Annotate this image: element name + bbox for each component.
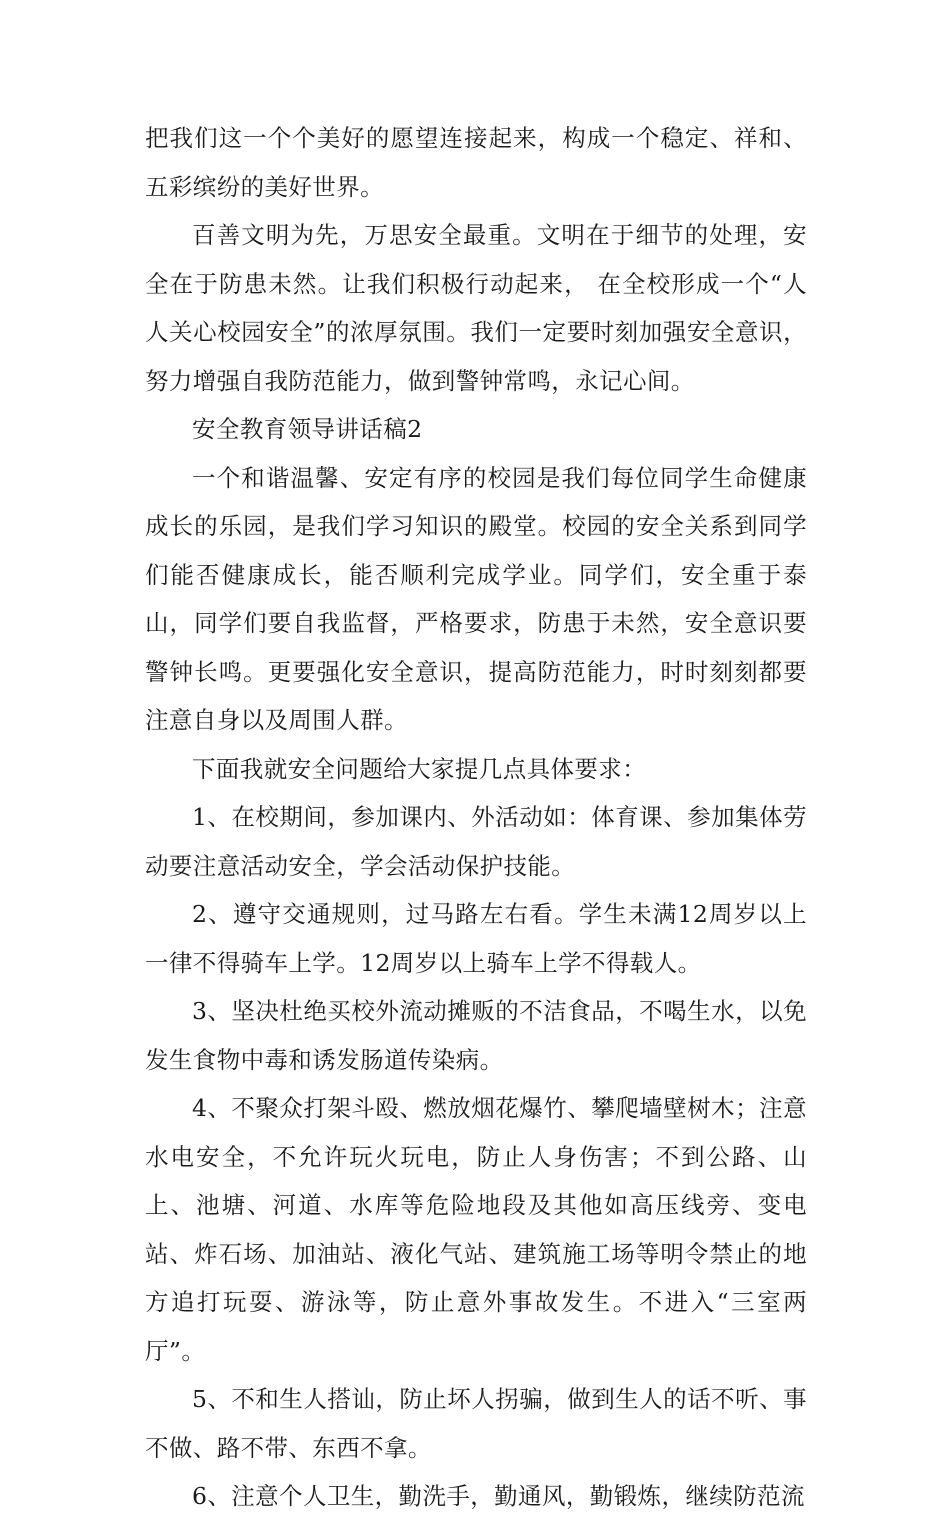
section-title: 安全教育领导讲话稿2 <box>192 415 423 443</box>
list-item-requirement-2: 2、遵守交通规则，过马路左右看。学生未满12周岁以上一律不得骑车上学。12周岁以上骑车上学不得载人。 <box>145 900 807 977</box>
list-item-requirement-4: 4、不聚众打架斗殴、燃放烟花爆竹、攀爬墙壁树木；注意水电安全，不允许玩火玩电，防止人身伤害；不到公路、山上、池塘、河道、水库等危险地段及其他如高压线旁、变电站、炸石场、加油站、液化气站、建筑施工场等明令禁止的地方追打玩耍、游泳等，防止意外事故发生。不进入“三室两厅”。 <box>145 1094 807 1365</box>
list-item-requirement-6: 6、注意个人卫生，勤洗手，勤通风，勤锻炼，继续防范流 <box>192 1482 805 1510</box>
paragraph-campus-safety: 一个和谐温馨、安定有序的校园是我们每位同学生命健康成长的乐园，是我们学习知识的殿堂。校园的安全关系到同学们能否健康成长，能否顺利完成学业。同学们，安全重于泰山，同学们要自我监督，严格要求，防患于未然，安全意识要警钟长鸣。更要强化安全意识，提高防范能力，时时刻刻都要注意自身以及周围人群。 <box>145 463 807 734</box>
list-item-requirement-1: 1、在校期间，参加课内、外活动如：体育课、参加集体劳动要注意活动安全，学会活动保护技能。 <box>145 803 807 880</box>
paragraph-conclusion: 百善文明为先，万思安全最重。文明在于细节的处理，安全在于防患未然。让我们积极行动起来， 在全校形成一个“人人关心校园安全”的浓厚氛围。我们一定要时刻加强安全意识，努力增强自我防范能力，做到警钟常鸣，永记心间。 <box>145 221 807 395</box>
paragraph-intro-continuation: 把我们这一个个美好的愿望连接起来，构成一个稳定、祥和、五彩缤纷的美好世界。 <box>145 124 807 201</box>
document-page <box>145 114 807 1521</box>
list-item-requirement-5: 5、不和生人搭讪，防止坏人拐骗，做到生人的话不听、事不做、路不带、东西不拿。 <box>145 1385 807 1462</box>
paragraph-requirements-intro: 下面我就安全问题给大家提几点具体要求： <box>192 754 647 783</box>
list-item-requirement-3: 3、坚决杜绝买校外流动摊贩的不洁食品，不喝生水，以免发生食物中毒和诱发肠道传染病。 <box>145 997 807 1074</box>
